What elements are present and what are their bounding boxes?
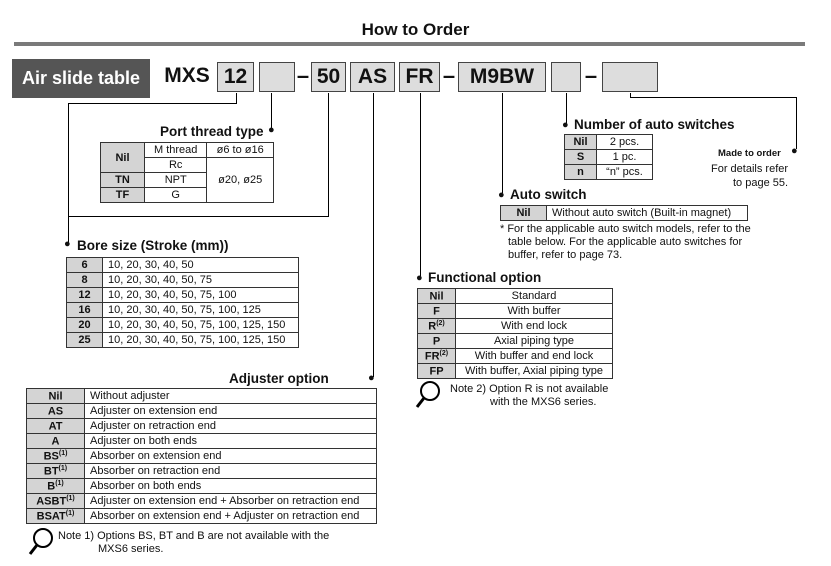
- bore-code: 12: [67, 288, 103, 303]
- functional-dot: ●: [416, 272, 423, 284]
- table-row: [418, 289, 613, 304]
- table-row: [565, 150, 653, 165]
- port-code: TF: [101, 188, 145, 203]
- adjuster-note-1: Note 1) Options BS, BT and B are not available with the: [58, 530, 330, 542]
- adjuster-code-cell: [27, 404, 85, 419]
- adjuster-code-cell: [27, 509, 85, 524]
- port-type: NPT: [145, 173, 207, 188]
- functional-code: Nil: [429, 290, 444, 303]
- table-row: [67, 258, 299, 273]
- bore-strokes: 10, 20, 30, 40, 50, 75, 100, 125: [103, 303, 299, 318]
- magnifier-icon: [415, 380, 441, 410]
- code-dash-3: –: [584, 63, 598, 88]
- adjuster-sup: (1): [55, 479, 64, 487]
- port-code: TN: [101, 173, 145, 188]
- adjuster-heading: Adjuster option: [229, 371, 329, 386]
- adjuster-code: AT: [48, 420, 63, 433]
- connector-made-down: [796, 97, 797, 149]
- num-switches-heading: Number of auto switches: [574, 117, 735, 132]
- functional-desc: Axial piping type: [456, 334, 613, 349]
- table-row: [67, 318, 299, 333]
- table-row: [27, 419, 377, 434]
- functional-note-2: with the MXS6 series.: [490, 396, 597, 408]
- adjuster-sup: (1): [58, 449, 68, 457]
- bore-dot: ●: [64, 238, 71, 250]
- functional-desc: With buffer: [456, 304, 613, 319]
- num-switches-desc: “n” pcs.: [597, 165, 653, 180]
- functional-sup: (2): [439, 349, 449, 357]
- port-thread-heading: Port thread type: [160, 124, 264, 139]
- adjuster-code-cell: [27, 419, 85, 434]
- table-row: [27, 494, 377, 509]
- num-switches-desc: 1 pc.: [597, 150, 653, 165]
- adjuster-code-cell: [27, 389, 85, 404]
- made-to-order-line-1: For details refer: [711, 163, 789, 175]
- adjuster-desc: Without adjuster: [85, 389, 377, 404]
- table-row: [27, 509, 377, 524]
- table-row: [565, 135, 653, 150]
- code-bore: 12: [217, 62, 254, 92]
- adjuster-desc: Adjuster on extension end + Absorber on retraction end: [85, 494, 377, 509]
- adjuster-code: A: [51, 435, 60, 448]
- adjuster-code-cell: [27, 494, 85, 509]
- adjuster-sup: (1): [58, 464, 68, 472]
- connector-bore-h: [68, 103, 237, 104]
- functional-desc: With end lock: [456, 319, 613, 334]
- connector-made-h: [630, 97, 796, 98]
- connector-functional: [420, 93, 421, 277]
- auto-switch-note-1: * For the applicable auto switch models, refer to the: [500, 223, 751, 235]
- code-switch: M9BW: [458, 62, 546, 92]
- adjuster-code-cell: [27, 434, 85, 449]
- auto-switch-note-2: table below. For the applicable auto switches for: [508, 236, 743, 248]
- code-dash-2: –: [442, 63, 456, 88]
- adjuster-desc: Absorber on retraction end: [85, 464, 377, 479]
- adjuster-desc: Absorber on both ends: [85, 479, 377, 494]
- code-adjuster: AS: [350, 62, 395, 92]
- adjuster-code: BT: [43, 465, 59, 478]
- functional-sup: (2): [436, 319, 445, 327]
- table-row: [27, 464, 377, 479]
- port-type: G: [145, 188, 207, 203]
- adjuster-desc: Adjuster on both ends: [85, 434, 377, 449]
- table-row: [418, 364, 613, 379]
- table-row: [565, 165, 653, 180]
- num-switches-code: S: [565, 150, 597, 165]
- table-row: [418, 304, 613, 319]
- table-row: [67, 273, 299, 288]
- adjuster-code-cell: [27, 464, 85, 479]
- functional-code: F: [433, 305, 440, 318]
- port-size: ø20, ø25: [207, 158, 274, 203]
- title-rule: [14, 42, 805, 46]
- made-to-order-line-2: to page 55.: [733, 177, 789, 189]
- table-row: [418, 334, 613, 349]
- functional-code: FP: [429, 365, 444, 378]
- table-row: [418, 319, 613, 334]
- adjuster-desc: Absorber on extension end: [85, 449, 377, 464]
- adjuster-code: B: [47, 480, 56, 493]
- functional-code-cell: [418, 349, 456, 364]
- adjuster-code: BSAT: [36, 510, 66, 523]
- bore-strokes: 10, 20, 30, 40, 50, 75: [103, 273, 299, 288]
- num-switches-code: Nil: [565, 135, 597, 150]
- table-row: [418, 349, 613, 364]
- auto-switch-table: [500, 205, 748, 221]
- functional-heading: Functional option: [428, 270, 542, 285]
- num-switches-code: n: [565, 165, 597, 180]
- adjuster-table: [26, 388, 377, 524]
- table-row: [501, 206, 748, 221]
- functional-code: P: [432, 335, 441, 348]
- adjuster-desc: Adjuster on retraction end: [85, 419, 377, 434]
- functional-desc: Standard: [456, 289, 613, 304]
- code-series: MXS: [164, 64, 210, 87]
- adjuster-code: Nil: [48, 390, 63, 403]
- code-stroke: 50: [311, 62, 346, 92]
- functional-code-cell: [418, 334, 456, 349]
- bore-strokes: 10, 20, 30, 40, 50, 75, 100, 125, 150: [103, 318, 299, 333]
- code-made-blank: [602, 62, 658, 92]
- adjuster-code: AS: [47, 405, 64, 418]
- table-row: [27, 389, 377, 404]
- connector-bore-v: [236, 93, 237, 104]
- code-count-blank: [551, 62, 581, 92]
- bore-strokes: 10, 20, 30, 40, 50, 75, 100: [103, 288, 299, 303]
- num-switches-desc: 2 pcs.: [597, 135, 653, 150]
- table-row: [27, 434, 377, 449]
- functional-code-cell: [418, 289, 456, 304]
- functional-desc: With buffer, Axial piping type: [456, 364, 613, 379]
- port-size: ø6 to ø16: [207, 143, 274, 158]
- code-functional: FR: [399, 62, 440, 92]
- port-type: Rc: [145, 158, 207, 173]
- bore-code: 6: [67, 258, 103, 273]
- code-dash-1: –: [296, 63, 310, 88]
- table-row: [27, 404, 377, 419]
- bore-strokes: 10, 20, 30, 40, 50: [103, 258, 299, 273]
- adjuster-code: ASBT: [36, 495, 67, 508]
- adjuster-sup: (1): [66, 494, 75, 502]
- adjuster-desc: Adjuster on extension end: [85, 404, 377, 419]
- port-type: M thread: [145, 143, 207, 158]
- bore-code: 20: [67, 318, 103, 333]
- table-row: [67, 303, 299, 318]
- connector-switch: [502, 93, 503, 193]
- bore-size-heading: Bore size (Stroke (mm)): [77, 238, 229, 253]
- adjuster-code: BS: [43, 450, 59, 463]
- auto-switch-dot: ●: [498, 189, 505, 201]
- bore-size-table: [66, 257, 299, 348]
- made-to-order-dot: ●: [791, 145, 798, 157]
- auto-switch-code: Nil: [501, 206, 547, 221]
- table-row: [101, 143, 274, 158]
- product-label: Air slide table: [12, 59, 150, 98]
- adjuster-code-cell: [27, 449, 85, 464]
- bore-code: 16: [67, 303, 103, 318]
- adjuster-desc: Absorber on extension end + Adjuster on retraction end: [85, 509, 377, 524]
- adjuster-dot: ●: [368, 372, 375, 384]
- bore-strokes: 10, 20, 30, 40, 50, 75, 100, 125, 150: [103, 333, 299, 348]
- functional-code-cell: [418, 304, 456, 319]
- table-row: [67, 333, 299, 348]
- port-thread-table: [100, 142, 274, 203]
- functional-note-1: Note 2) Option R is not available: [450, 383, 609, 395]
- port-thread-dot: ●: [268, 124, 275, 136]
- table-row: [67, 288, 299, 303]
- page-title: How to Order: [361, 20, 470, 39]
- connector-stroke-h: [68, 216, 329, 217]
- auto-switch-desc: Without auto switch (Built-in magnet): [547, 206, 748, 221]
- functional-table: [417, 288, 613, 379]
- bore-code: 8: [67, 273, 103, 288]
- functional-desc: With buffer and end lock: [456, 349, 613, 364]
- connector-stroke-v: [328, 93, 329, 217]
- port-code: Nil: [101, 143, 145, 173]
- auto-switch-note-3: buffer, refer to page 73.: [508, 249, 623, 261]
- connector-adjuster: [373, 93, 374, 377]
- table-row: [27, 479, 377, 494]
- connector-bore-down: [68, 103, 69, 243]
- num-switches-dot: ●: [562, 119, 569, 131]
- table-row: [27, 449, 377, 464]
- functional-code-cell: [418, 319, 456, 334]
- functional-code: FR: [424, 350, 440, 363]
- adjuster-sup: (1): [65, 509, 75, 517]
- functional-code-cell: [418, 364, 456, 379]
- num-switches-table: [564, 134, 653, 180]
- adjuster-code-cell: [27, 479, 85, 494]
- magnifier-icon: [28, 527, 54, 557]
- bore-code: 25: [67, 333, 103, 348]
- functional-code: R: [428, 320, 437, 333]
- adjuster-note-2: MXS6 series.: [98, 543, 164, 555]
- made-to-order-heading: Made to order: [718, 148, 781, 159]
- auto-switch-heading: Auto switch: [510, 187, 587, 202]
- code-port-blank: [259, 62, 295, 92]
